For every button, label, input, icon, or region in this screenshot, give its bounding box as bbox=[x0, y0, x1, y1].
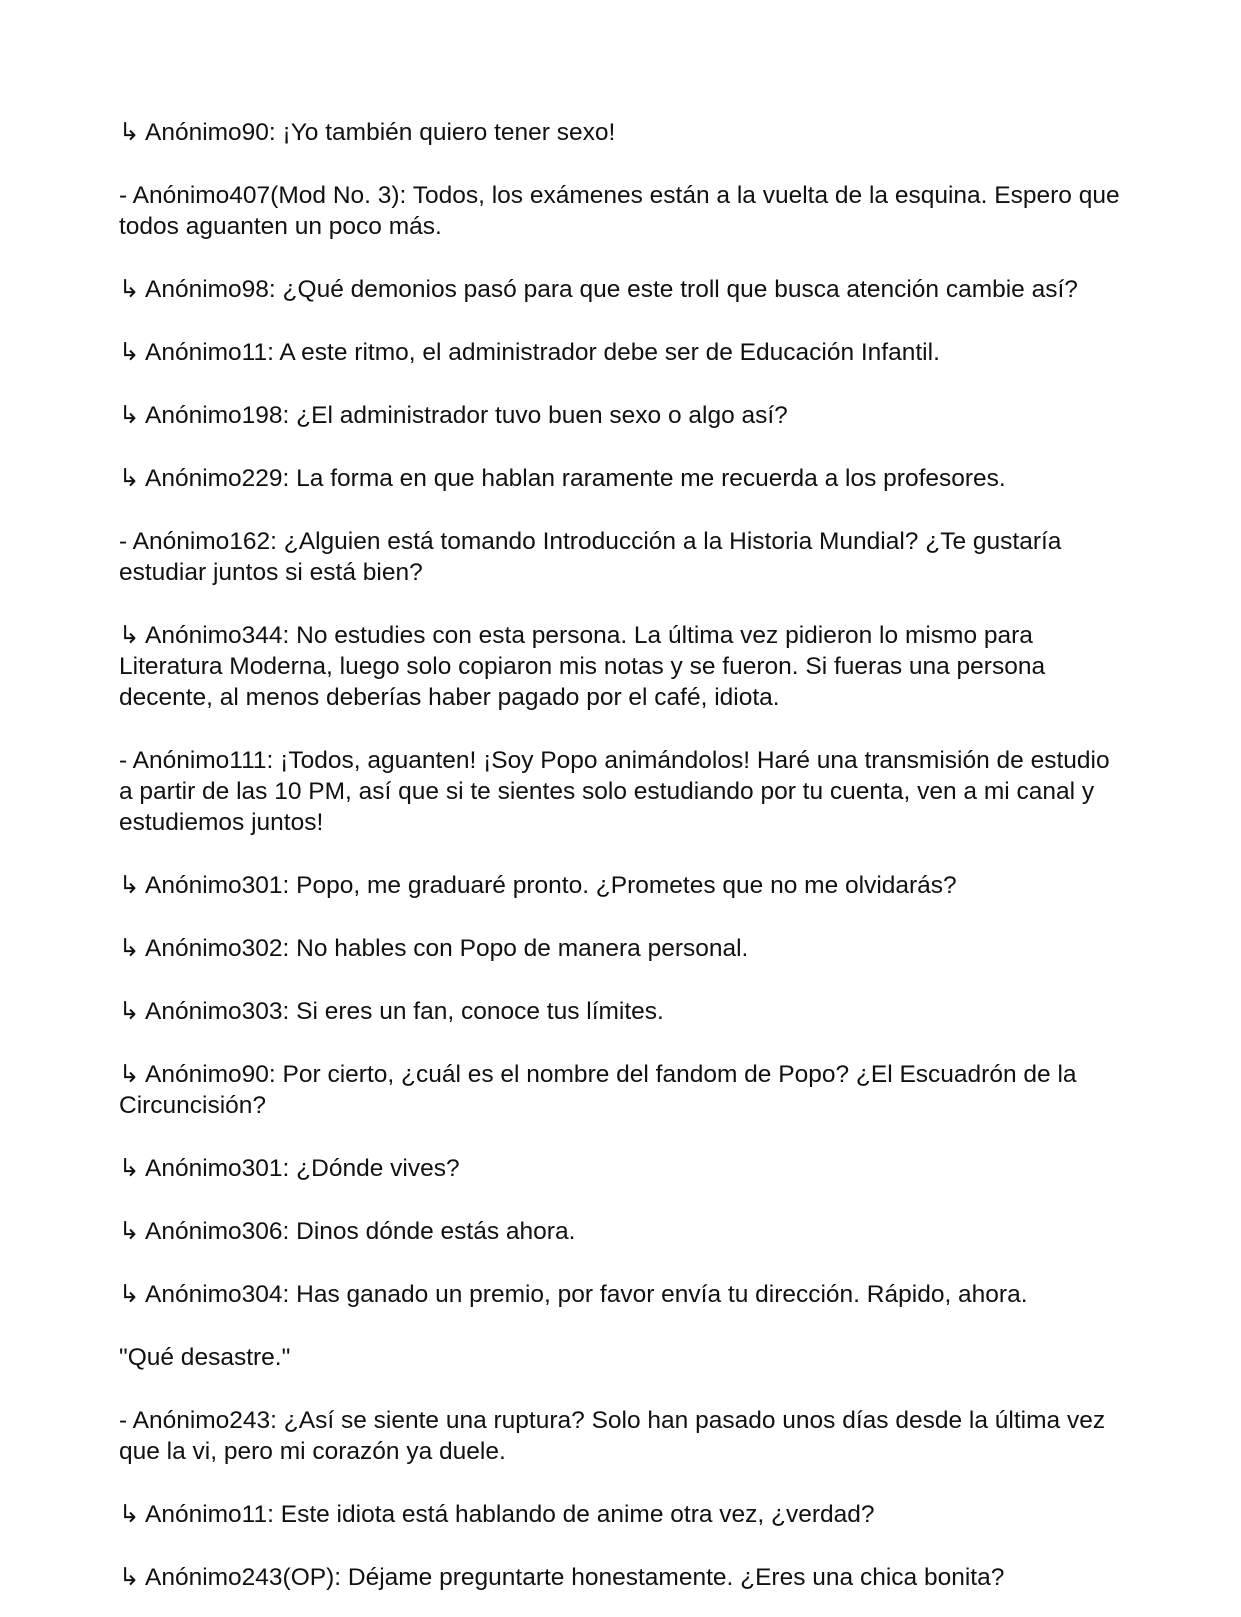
paragraph: ↳ Anónimo243(OP): Déjame preguntarte honestamente. ¿Eres una chica bonita? bbox=[119, 1564, 1005, 1591]
paragraph: "Qué desastre." bbox=[119, 1344, 291, 1371]
paragraph: ↳ Anónimo301: ¿Dónde vives? bbox=[119, 1155, 460, 1182]
paragraph: ↳ Anónimo344: No estudies con esta persona. La última vez pidieron lo mismo para Literatura Moderna, luego solo copiaron mis notas y se fueron. Si fueras una persona decente, al menos deberías haber pagado por el café, idiota. bbox=[119, 622, 1046, 711]
document-body bbox=[119, 117, 1129, 1617]
paragraph: - Anónimo407(Mod No. 3): Todos, los exámenes están a la vuelta de la esquina. Espero que todos aguanten un poco más. bbox=[119, 182, 1120, 240]
paragraph: ↳ Anónimo90: Por cierto, ¿cuál es el nombre del fandom de Popo? ¿El Escuadrón de la Circuncisión? bbox=[119, 1061, 1077, 1119]
paragraph: ↳ Anónimo98: ¿Qué demonios pasó para que este troll que busca atención cambie así? bbox=[119, 276, 1078, 303]
paragraph: - Anónimo162: ¿Alguien está tomando Introducción a la Historia Mundial? ¿Te gustaría estudiar juntos si está bien? bbox=[119, 528, 1062, 586]
paragraph: - Anónimo111: ¡Todos, aguanten! ¡Soy Popo animándolos! Haré una transmisión de estudio a partir de las 10 PM, así que si te sientes solo estudiando por tu cuenta, ven a mi canal y estudiemos juntos! bbox=[119, 747, 1110, 836]
paragraph: ↳ Anónimo198: ¿El administrador tuvo buen sexo o algo así? bbox=[119, 402, 788, 429]
paragraph: ↳ Anónimo302: No hables con Popo de manera personal. bbox=[119, 935, 749, 962]
paragraph: ↳ Anónimo229: La forma en que hablan raramente me recuerda a los profesores. bbox=[119, 465, 1006, 492]
paragraph: ↳ Anónimo301: Popo, me graduaré pronto. ¿Prometes que no me olvidarás? bbox=[119, 872, 957, 899]
paragraph: ↳ Anónimo90: ¡Yo también quiero tener sexo! bbox=[119, 119, 616, 146]
paragraph: ↳ Anónimo304: Has ganado un premio, por favor envía tu dirección. Rápido, ahora. bbox=[119, 1281, 1028, 1308]
paragraph: - Anónimo243: ¿Así se siente una ruptura? Solo han pasado unos días desde la última vez que la vi, pero mi corazón ya duele. bbox=[119, 1407, 1106, 1465]
paragraph: ↳ Anónimo306: Dinos dónde estás ahora. bbox=[119, 1218, 576, 1245]
paragraph: ↳ Anónimo11: A este ritmo, el administrador debe ser de Educación Infantil. bbox=[119, 339, 940, 366]
paragraph: ↳ Anónimo11: Este idiota está hablando de anime otra vez, ¿verdad? bbox=[119, 1501, 875, 1528]
paragraph: ↳ Anónimo303: Si eres un fan, conoce tus límites. bbox=[119, 998, 664, 1025]
